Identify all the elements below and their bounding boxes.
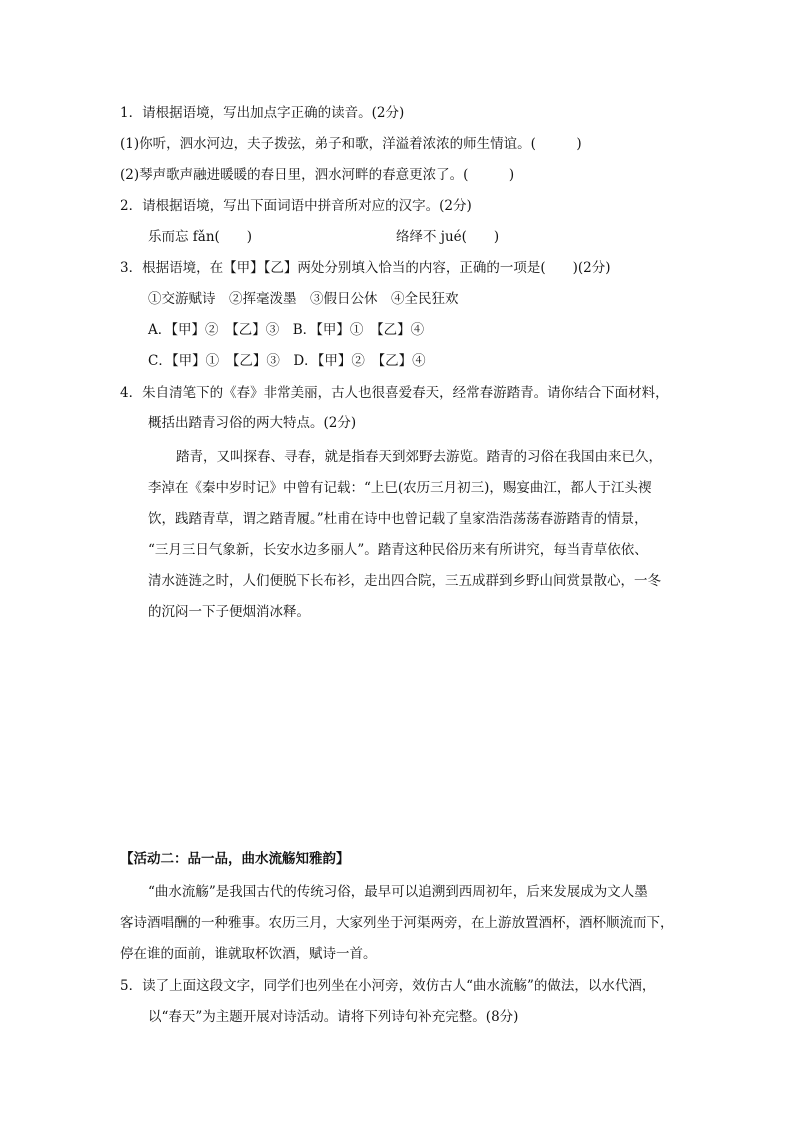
q4-title-line-1: 4．朱自清笔下的《春》非常美丽，古人也很喜爱春天，经常春游踏青。请你结合下面材料， (120, 385, 669, 401)
q5-title-line-1: 5．读了上面这段文字，同学们也列坐在小河旁，效仿古人“曲水流觞”的做法，以水代酒， (120, 978, 656, 994)
q4-passage-line: 李淖在《秦中岁时记》中曾有记载：“上巳(农历三月初三)，赐宴曲江，都人于江头禊 (148, 480, 652, 496)
q4-passage-line: 的沉闷一下子便烟消冰释。 (148, 604, 310, 620)
activity2-text-line: 客诗酒唱酬的一种雅事。农历三月，大家列坐于河渠两旁，在上游放置酒杯，酒杯顺流而下， (120, 915, 674, 931)
q4-passage-line: 饮，践踏青草，谓之踏青履。”杜甫在诗中也曾记载了皇家浩浩荡荡春游踏青的情景， (148, 511, 648, 527)
q1-item-1: (1)你听，泗水河边，夫子拨弦，弟子和歌，洋溢着浓浓的师生情谊。( ) (120, 136, 582, 152)
activity2-text-line: “曲水流觞”是我国古代的传统习俗，最早可以追溯到西周初年，后来发展成为文人墨 (148, 884, 648, 900)
q1-item-2: (2)琴声歌声融进暖暖的春日里，泗水河畔的春意更浓了。( ) (120, 167, 515, 183)
activity2-text-line: 停在谁的面前，谁就取杯饮酒，赋诗一首。 (120, 946, 377, 962)
q2-word-1: 乐而忘 fǎn( ) (148, 229, 253, 245)
q3-choice-ab: A．【甲】② 【乙】③ B．【甲】① 【乙】④ (148, 322, 425, 338)
q5-title-line-2: 以“春天”为主题开展对诗活动。请将下列诗句补充完整。(8分) (148, 1009, 519, 1025)
q1-title: 1．请根据语境，写出加点字正确的读音。(2分) (120, 105, 405, 121)
q3-choice-cd: C．【甲】① 【乙】③ D．【甲】② 【乙】④ (148, 353, 426, 369)
activity2-heading: 【活动二：品一品，曲水流觞知雅韵】 (120, 851, 350, 867)
q4-passage-line: 踏青，又叫探春、寻春，就是指春天到郊野去游览。踏青的习俗在我国由来已久， (176, 449, 662, 465)
q4-passage-line: 清水涟涟之时，人们便脱下长布衫，走出四合院，三五成群到乡野山间赏景散心，一冬 (148, 573, 661, 589)
q4-passage-line: “三月三日气象新，长安水边多丽人”。踏青这种民俗历来有所讲究，每当青草依依、 (148, 542, 648, 558)
q3-options: ①交游赋诗 ②挥毫泼墨 ③假日公休 ④全民狂欢 (148, 291, 459, 307)
q2-title: 2．请根据语境，写出下面词语中拼音所对应的汉字。(2分) (120, 198, 472, 214)
q4-title-line-2: 概括出踏青习俗的两大特点。(2分) (148, 415, 357, 431)
q3-title: 3．根据语境，在【甲】【乙】两处分别填入恰当的内容，正确的一项是( )(2分) (120, 260, 611, 276)
q2-word-2: 络绎不 jué( ) (396, 229, 500, 245)
